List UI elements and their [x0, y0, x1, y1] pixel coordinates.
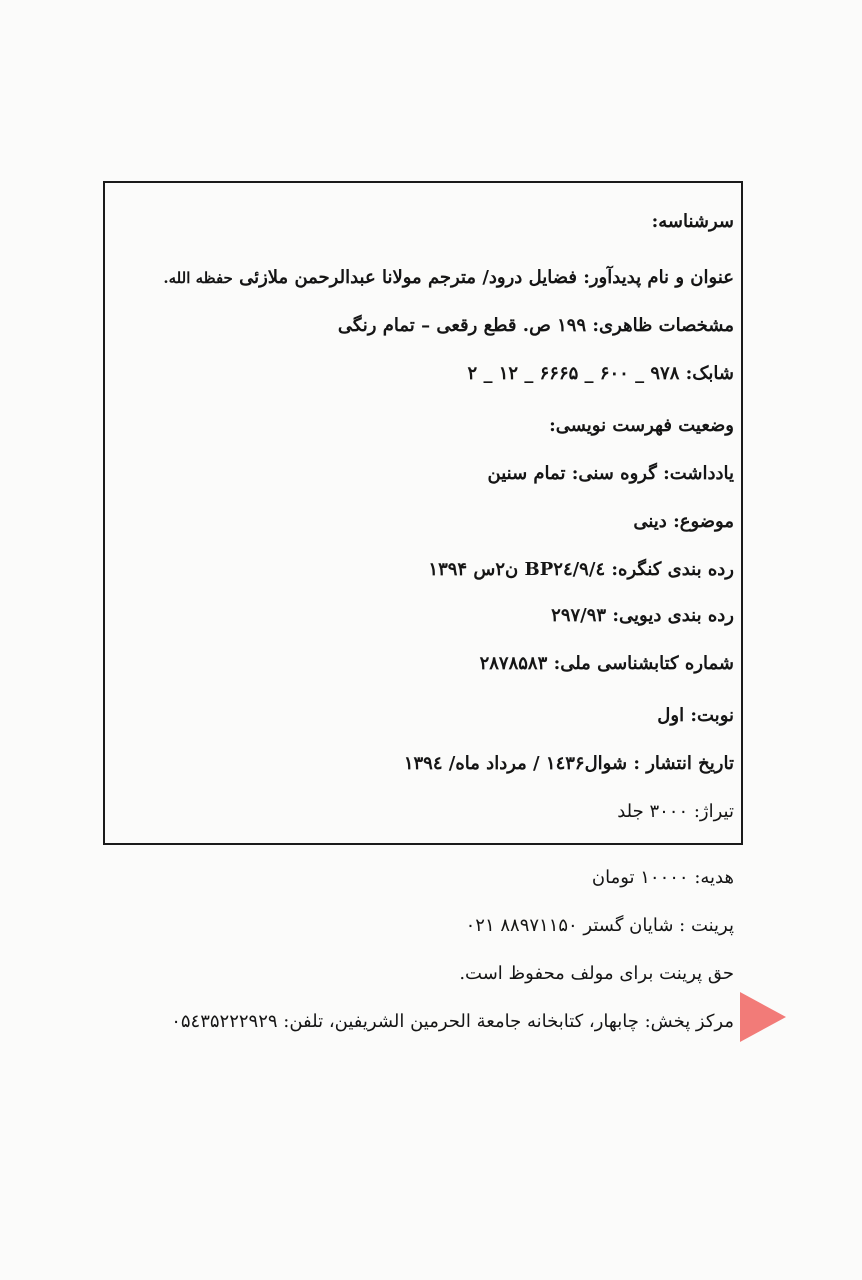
publication-date-value: شوال۱٤۳۶ / مرداد ماه/ ۱۳۹٤: [403, 753, 628, 774]
publication-date-line: [404, 752, 734, 776]
congress-classification-value: ۱۳۹۴ ن۲س BP۲٤/۹/٤: [428, 559, 606, 580]
physical-specs-label: مشخصات ظاهری:: [592, 315, 734, 336]
national-bibliography-value: ۲۸۷۸۵۸۳: [479, 653, 548, 674]
congress-classification-line: [428, 558, 734, 582]
dewey-classification-label: رده بندی دیویی:: [612, 605, 734, 626]
note-label: یادداشت:: [663, 463, 734, 484]
catalog-heading-line: [652, 210, 734, 234]
dewey-classification-value: ۲۹۷/۹۳: [551, 605, 607, 626]
distribution-label: مرکز پخش:: [644, 1011, 734, 1032]
edition-label: نوبت:: [690, 705, 734, 726]
distribution-value: چابهار، کتابخانه جامعة الحرمین الشریفین، تلفن: ۰۵٤۳۵۲۲۲۹۲۹: [171, 1011, 639, 1032]
left-pointing-arrow-icon: [740, 992, 786, 1042]
print-label: پرینت :: [679, 915, 734, 936]
title-author-value: فضایل درود/ مترجم مولانا عبدالرحمن ملازئی: [239, 267, 577, 288]
isbn-label: شابک:: [685, 363, 734, 384]
note-value: گروه سنی: تمام سنین: [487, 463, 657, 484]
price-value: ۱۰۰۰۰ تومان: [591, 867, 689, 888]
physical-specs-line: [338, 314, 734, 338]
isbn-value: ۲ _ ۱۲ _ ۶۶۶۵ _ ۶۰۰ _ ۹۷۸: [467, 363, 680, 384]
rights-text: حق پرینت برای مولف محفوظ است.: [459, 963, 734, 984]
congress-classification-label: رده بندی کنگره:: [611, 559, 734, 580]
title-author-suffix: حفظه الله.: [163, 269, 233, 287]
edition-value: اول: [657, 705, 685, 726]
subject-value: دینی: [633, 511, 667, 532]
publication-date-label: تاریخ انتشار :: [633, 753, 734, 774]
print-run-line: [617, 800, 734, 824]
print-value: شایان گستر ۸۸۹۷۱۱۵۰ ۰۲۱: [465, 915, 674, 936]
cataloging-status-line: [549, 414, 734, 438]
edition-line: [657, 704, 734, 728]
print-line: [466, 914, 734, 938]
print-run-label: تیراژ:: [693, 801, 734, 822]
isbn-line: [468, 362, 734, 386]
physical-specs-value: ۱۹۹ ص. قطع رقعی – تمام رنگی: [337, 315, 587, 336]
national-bibliography-label: شماره کتابشناسی ملی:: [553, 653, 734, 674]
national-bibliography-line: [480, 652, 734, 676]
cataloging-status-label: وضعیت فهرست نویسی:: [549, 415, 734, 436]
price-label: هدیه:: [694, 867, 734, 888]
subject-label: موضوع:: [673, 511, 734, 532]
rights-line: [459, 962, 734, 986]
title-author-line: [163, 266, 734, 290]
print-run-value: ۳۰۰۰ جلد: [617, 801, 689, 822]
note-line: [488, 462, 735, 486]
title-author-label: عنوان و نام پدیدآور:: [583, 267, 734, 288]
dewey-classification-line: [551, 604, 734, 628]
price-line: [592, 866, 734, 890]
distribution-line: [171, 1010, 734, 1034]
catalog-heading-label: سرشناسه:: [651, 211, 734, 232]
subject-line: [633, 510, 734, 534]
